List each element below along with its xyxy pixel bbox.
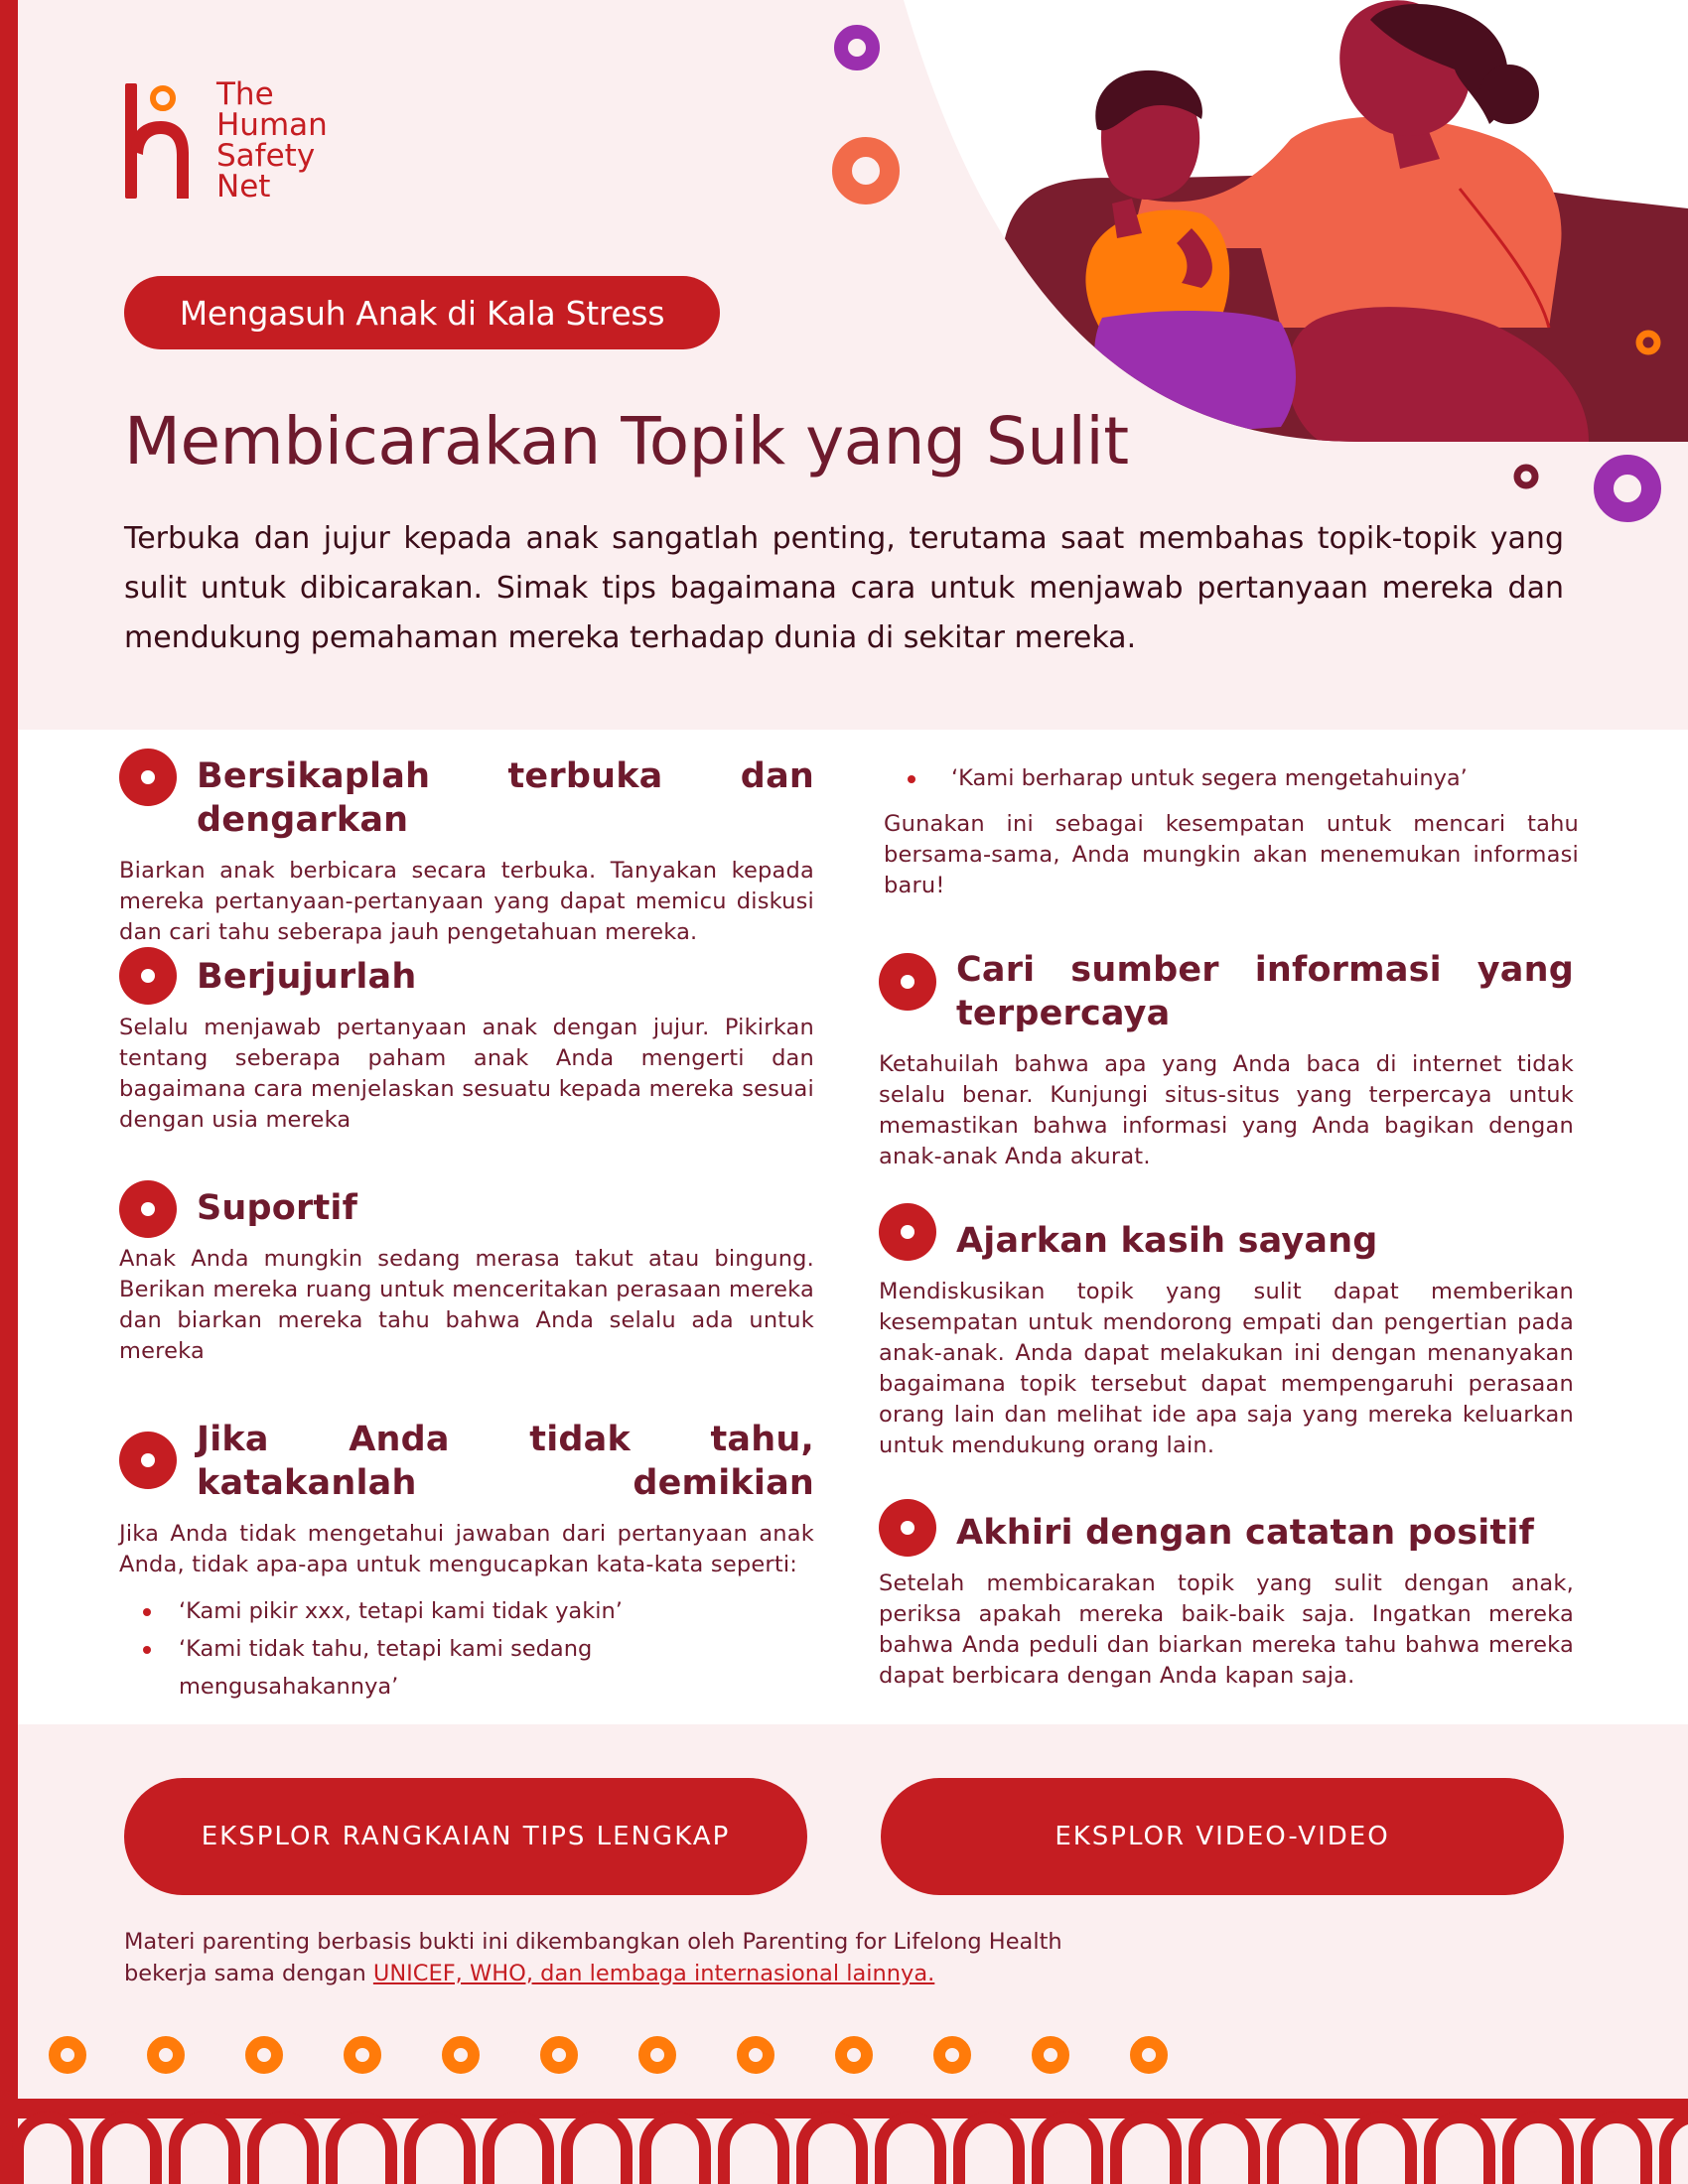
tip-body: Mendiskusikan topik yang sulit dapat memberikan kesempatan untuk mendorong empati dan pengertian pada anak-anak. Anda dapat melakukan ini dengan menanyakan bagaimana topik tersebut dapat mempengaruhi perasaan orang lain dan melihat ide apa saja yang mereka keluarkan untuk mendukung orang lain.: [879, 1279, 1574, 1458]
arch-shape: [645, 2117, 705, 2184]
tip-section: [879, 1511, 1574, 1692]
arch-shape: [253, 2117, 313, 2184]
arch-shape: [1587, 2117, 1646, 2184]
tip-title: Akhiri dengan catatan positif: [956, 1513, 1535, 1553]
tip-heading: [119, 754, 814, 842]
footer-pattern: [0, 2025, 1688, 2184]
orange-ring-icon: [350, 2042, 375, 2068]
tip-heading: [879, 1511, 1574, 1555]
arch-shape: [18, 2117, 77, 2184]
tip-title: Suportif: [197, 1188, 358, 1228]
brand-name-line: Human: [216, 107, 328, 143]
example-list: [884, 759, 1579, 797]
tip-title: Cari sumber informasi yang terpercaya: [956, 950, 1574, 1033]
arch-shape: [567, 2117, 627, 2184]
arch-shape: [1430, 2117, 1489, 2184]
bullet-circle-icon: [119, 749, 177, 806]
tip-heading: [119, 955, 814, 999]
bullet-circle-icon: [879, 1499, 936, 1557]
tip-body: Anak Anda mungkin sedang merasa takut atau bingung. Berikan mereka ruang untuk menceritakan perasaan mereka dan biarkan mereka tahu bahwa Anda selalu ada untuk mereka: [119, 1246, 814, 1364]
tip-section: [119, 1186, 814, 1367]
arch-shape: [881, 2117, 940, 2184]
tip-section: [879, 948, 1574, 1172]
tip-body: Ketahuilah bahwa apa yang Anda baca di internet tidak selalu benar. Kunjungi situs-situs yang terpercaya untuk memastikan bahwa informasi yang Anda bagikan dengan anak-anak Anda akurat.: [879, 1051, 1574, 1169]
tip-body: Jika Anda tidak mengetahui jawaban dari pertanyaan anak Anda, tidak apa-apa untuk mengucapkan kata-kata seperti:: [119, 1521, 814, 1577]
tip-heading: [119, 1418, 814, 1505]
tip-heading: [879, 948, 1574, 1035]
brand-name-line: Safety: [216, 138, 316, 174]
example-list: [119, 1592, 814, 1706]
credit-line: [124, 1958, 1316, 1989]
list-item: ‘Kami tidak tahu, tetapi kami sedang mengusahakannya’: [119, 1630, 814, 1706]
brand-name: [216, 76, 328, 205]
orange-ring-icon: [743, 2042, 769, 2068]
tip-heading: [119, 1186, 814, 1230]
bullet-circle-icon: [119, 1432, 177, 1489]
credit-prefix: bekerja sama dengan: [124, 1961, 373, 1986]
arch-shape: [1273, 2117, 1333, 2184]
arch-shape: [410, 2117, 470, 2184]
partners-link[interactable]: UNICEF, WHO, dan lembaga internasional lainnya.: [372, 1961, 935, 1986]
tip-continuation: [884, 759, 1579, 901]
tip-title: Ajarkan kasih sayang: [956, 1221, 1378, 1261]
bullet-circle-icon: [879, 953, 936, 1011]
arch-shape: [1508, 2117, 1568, 2184]
arch-shape: [802, 2117, 862, 2184]
orange-ring-icon: [251, 2042, 277, 2068]
credit-text: [124, 1926, 1316, 1989]
category-tag: Mengasuh Anak di Kala Stress: [124, 276, 720, 349]
tip-section: [119, 754, 814, 948]
tip-body: Gunakan ini sebagai kesempatan untuk mencari tahu bersama-sama, Anda mungkin akan menemukan informasi baru!: [884, 811, 1579, 898]
arch-shape: [96, 2117, 156, 2184]
orange-ring-icon: [55, 2042, 80, 2068]
orange-ring-icon: [1038, 2042, 1063, 2068]
arch-shape: [1195, 2117, 1254, 2184]
orange-ring-icon: [448, 2042, 474, 2068]
tip-body: Biarkan anak berbicara secara terbuka. Tanyakan kepada mereka pertanyaan-pertanyaan yang dapat memicu diskusi dan cari tahu seberapa jauh pengetahuan mereka.: [119, 858, 814, 945]
bullet-circle-icon: [119, 947, 177, 1005]
human-safety-net-h-logo: [121, 81, 201, 201]
brand-name-line: The: [216, 76, 274, 112]
list-item: ‘Kami berharap untuk segera mengetahuinya’: [884, 759, 1579, 797]
explore-videos-button[interactable]: EKSPLOR VIDEO-VIDEO: [881, 1778, 1564, 1895]
tip-body: Setelah membicarakan topik yang sulit dengan anak, periksa apakah mereka baik-baik saja. Ingatkan mereka bahwa Anda peduli dan biarkan mereka tahu bahwa mereka dapat berbicara dengan Anda kapan saja.: [879, 1570, 1574, 1689]
tip-title: Jika Anda tidak tahu, katakanlah demikian: [197, 1420, 814, 1503]
orange-ring-icon: [1136, 2042, 1162, 2068]
orange-ring-icon: [153, 2042, 179, 2068]
tip-heading: [879, 1219, 1574, 1263]
tip-section: [879, 1219, 1574, 1461]
arch-shape: [489, 2117, 548, 2184]
list-item: ‘Kami pikir xxx, tetapi kami tidak yakin’: [119, 1592, 814, 1630]
arch-shape: [959, 2117, 1019, 2184]
brand-name-line: Net: [216, 169, 271, 205]
intro-paragraph: Terbuka dan jujur kepada anak sangatlah penting, terutama saat membahas topik-topik yang sulit untuk dibicarakan. Simak tips bagaimana cara untuk menjawab pertanyaan mereka dan mendukung pemahaman mereka terhadap dunia di sekitar mereka.: [124, 521, 1564, 655]
page-title: Membicarakan Topik yang Sulit: [124, 403, 1129, 479]
orange-ring-icon: [546, 2042, 572, 2068]
tip-section: [119, 955, 814, 1136]
arch-shape: [724, 2117, 783, 2184]
arch-shape: [332, 2117, 391, 2184]
orange-ring-icon: [644, 2042, 670, 2068]
arch-shape: [175, 2117, 234, 2184]
arch-shape: [1116, 2117, 1176, 2184]
credit-line: Materi parenting berbasis bukti ini dikembangkan oleh Parenting for Lifelong Health: [124, 1929, 1062, 1955]
tip-title: Bersikaplah terbuka dan dengarkan: [197, 756, 814, 840]
tip-section: [119, 1418, 814, 1706]
explore-tips-button[interactable]: EKSPLOR RANGKAIAN TIPS LENGKAP: [124, 1778, 807, 1895]
arch-shape: [1038, 2117, 1097, 2184]
arch-shape: [1351, 2117, 1411, 2184]
tip-body: Selalu menjawab pertanyaan anak dengan jujur. Pikirkan tentang seberapa paham anak Anda mengerti dan bagaimana cara menjelaskan sesuatu kepada mereka sesuai dengan usia mereka: [119, 1015, 814, 1133]
orange-ring-icon: [841, 2042, 867, 2068]
bullet-circle-icon: [119, 1180, 177, 1238]
bullet-circle-icon: [879, 1203, 936, 1261]
orange-ring-icon: [939, 2042, 965, 2068]
arch-shape: [1665, 2117, 1688, 2184]
tip-title: Berjujurlah: [197, 957, 417, 997]
parent-and-child-illustration: [904, 0, 1688, 442]
